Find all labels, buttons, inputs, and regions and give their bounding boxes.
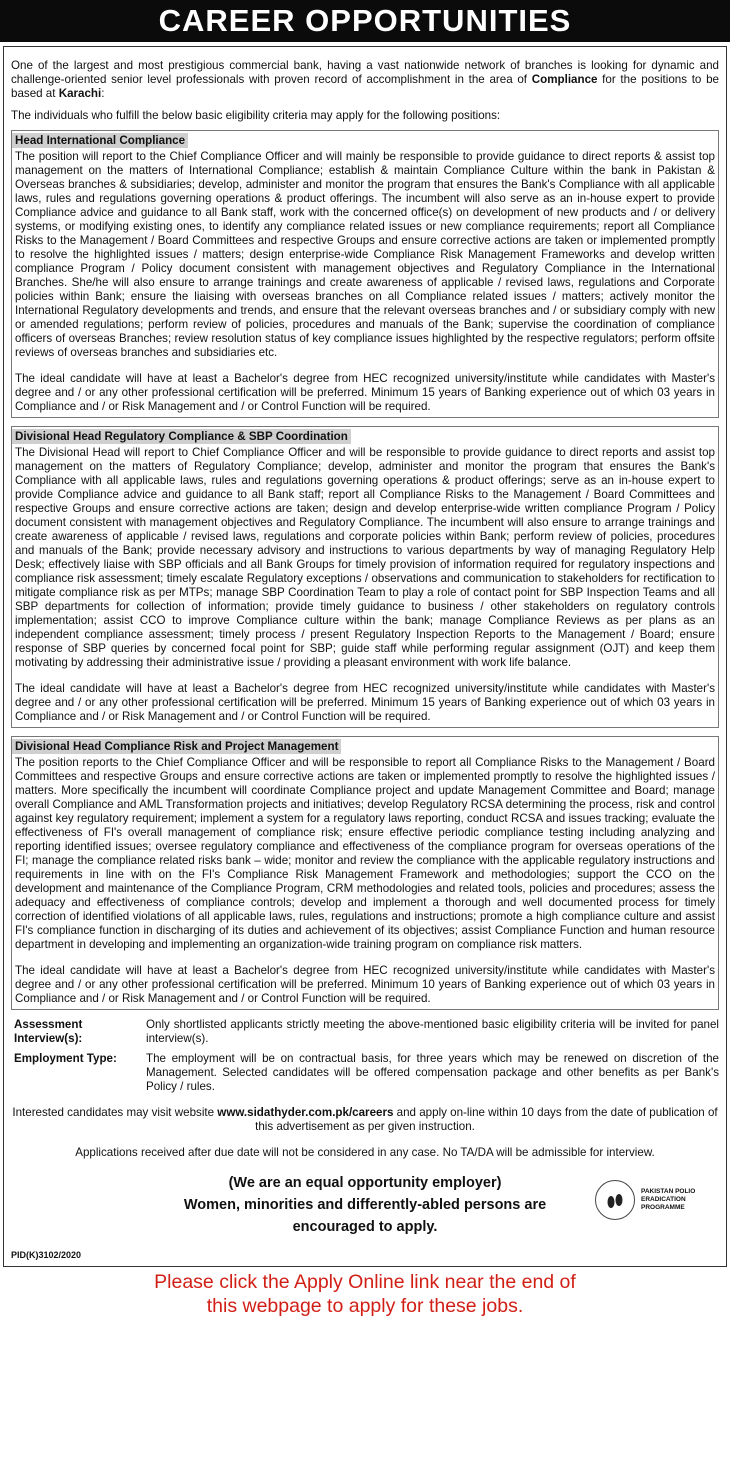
footprints-icon <box>602 1187 628 1213</box>
pid-number: PID(K)3102/2020 <box>11 1250 82 1260</box>
visit-text-2: and apply on-line within 10 days from the date of publication of this advertisement as per given instruction. <box>255 1106 718 1133</box>
position-requirements: The ideal candidate will have at least a Bachelor's degree from HEC recognized university/institute while candidates with Master's degree and / or any other professional certification will be preferred. Minimum 15 years of Banking experience out of which 03 years in Compliance and / or Risk Management and / or Control Function will be required. <box>15 372 715 413</box>
position-title: Divisional Head Regulatory Compliance & SBP Coordination <box>12 429 351 444</box>
late-applications-note: Applications received after due date will not be considered in any case. No TA/DA will be admissible for interview. <box>75 1146 655 1159</box>
intro-city: Karachi <box>58 87 102 100</box>
ad-frame <box>3 46 727 1267</box>
visit-paragraph <box>11 1106 719 1134</box>
apply-note-line-2: this webpage to apply for these jobs. <box>206 1295 524 1317</box>
polio-logo-text: PAKISTAN POLIO ERADICATION PROGRAMME <box>641 1188 696 1211</box>
apply-online-note <box>0 1270 730 1318</box>
visit-text: Interested candidates may visit website <box>12 1106 218 1119</box>
employment-text: The employment will be on contractual basis, for three years which may be renewed on discretion of the Management. Selected candidates will be offered compensation package and other benefits as per Bank's Policy / rules. <box>146 1052 719 1093</box>
equal-line-2: Women, minorities and differently-abled persons are <box>183 1197 547 1213</box>
position-description: The position reports to the Chief Compliance Officer and will be responsible to report all Compliance Risks to the Management / Board Committees and respective Groups and ensure corrective actions are taken or implemented promptly to resolve the highlighted issues / matters. More specifically the incumbent will coordinate Compliance project and update Management Committee and Board; manage overall Compliance and AML Transformation projects and initiatives; develop Regulatory RCSA determining the process, risk and control against key regulatory requirement; implement a system for a regulatory laws reporting, conduct RCSA and issues tracking; evaluate the effectiveness of FI's overall management of compliance risk; ensure effective periodic compliance testing including analyzing and reporting identified issues; oversee regulatory compliance and effectiveness of the compliance program for overseas operations of the FI; manage the compliance related risks bank – wide; monitor and review the compliance with the applicable regulatory instructions and requirements in line with on the FI's Compliance Risk Management Framework and methodologies; support the CCO on the development and maintenance of the Compliance Program, CRM methodologies and related tools, policies and procedures; assess the adequacy and effectiveness of compliance controls; develop and implement a thorough and well documented process for timely correction of identified violations of all applicable laws, rules, regulations and instructions; promote a high compliance culture and assist FI's compliance function in discharging of its duties and achievement of its objectives; assist Compliance Function and human resource department in developing and implementing an organization-wide training program on compliance risk matters. <box>15 756 715 951</box>
position-title: Head International Compliance <box>12 133 188 148</box>
position-box-1 <box>11 130 719 418</box>
position-requirements: The ideal candidate will have at least a Bachelor's degree from HEC recognized university/institute while candidates with Master's degree and / or any other professional certification will be preferred. Minimum 15 years of Banking experience out of which 03 years in Compliance and / or Risk Management and / or Control Function will be required. <box>15 682 715 723</box>
banner-title: CAREER OPPORTUNITIES <box>0 0 730 42</box>
position-title: Divisional Head Compliance Risk and Project Management <box>12 739 341 754</box>
position-requirements: The ideal candidate will have at least a Bachelor's degree from HEC recognized university/institute while candidates with Master's degree and / or any other professional certification will be preferred. Minimum 10 years of Banking experience out of which 03 years in Compliance and / or Risk Management and / or Control Function will be required. <box>15 964 715 1005</box>
position-box-3 <box>11 736 719 1010</box>
position-description: The position will report to the Chief Compliance Officer and will mainly be responsible to provide guidance to direct reports & assist top management on the matters of International Compliance; establish & maintain Compliance Culture within the bank in Pakistan & Overseas branches & subsidiaries; develop, administer and monitor the program that ensures the Bank's Compliance with all applicable laws, rules and regulations governing operations & product offerings. The incumbent will also serve as an in-house expert to provide Compliance advice and guidance to all Bank staff, work with the concerned office(s) on development of new products and / or delivery systems, or modifying existing ones, to identify any compliance related issues or new compliance requirements; report all Compliance Risks to the Management / Board Committees and respective Groups and ensure corrective actions are taken or implemented promptly to resolve the highlighted issues / matters; design enterprise-wide Compliance Risk Management Frameworks and develop written compliance Program / Policy document consistent with management objectives and Regulatory Compliance in the International Branches. She/he will also ensure to arrange trainings and create awareness of applicable / revised laws, regulations and Corporate policies within Bank; ensure the liaising with overseas branches on all Compliance related issues / matters; actively monitor the International Regulatory developments and trends, and ensure that the relevant overseas branches and / or subsidiary comply with new or amended regulations; perform review of policies, procedures and manuals of the Bank; supervise the coordination of compliance officers of overseas Branches; review resolution status of key compliance issues highlighted by the respective regulators; perform offsite reviews of overseas branches and subsidiaries etc. <box>15 150 715 359</box>
intro-text-2: for the positions to be based at <box>11 73 719 100</box>
equal-line-3: encouraged to apply. <box>292 1219 438 1235</box>
apply-note-line-1: Please click the Apply Online link near the end of <box>154 1271 576 1293</box>
polio-emblem-icon <box>595 1180 635 1220</box>
assessment-row <box>11 1018 719 1046</box>
employment-label: Employment Type: <box>14 1052 117 1065</box>
intro-area: Compliance <box>531 73 598 86</box>
polio-logos <box>595 1180 701 1220</box>
intro-eligibility: The individuals who fulfill the below basic eligibility criteria may apply for the following positions: <box>11 109 501 122</box>
equal-line-1: (We are an equal opportunity employer) <box>228 1175 502 1191</box>
careers-link[interactable]: www.sidathyder.com.pk/careers <box>217 1106 394 1119</box>
position-description: The Divisional Head will report to Chief Compliance Officer and will be responsible to provide guidance to direct reports and assist top management on the matters of Regulatory Compliance; develop, administer and monitor the program that ensures the Bank's Compliance with all applicable laws, rules and regulations governing operations & product offerings; serve as an in-house expert to provide Compliance advice and guidance to all Bank staff; report all Compliance Risks to the Management / Board Committees and respective Groups and ensure corrective actions are taken; design and develop enterprise-wide written compliance Program / Policy document consistent with management objectives and Regulatory Compliance. The incumbent will also ensure to arrange trainings and create awareness of applicable / revised laws, regulations and corporate policies within Bank; perform review of policies, procedures and manuals of the Bank; provide necessary advisory and instructions to various departments by way of managing Regulatory Help Desk; effectively liaise with SBP officials and all Bank Groups for timely provision of information required for regulatory inspections and compliance risk assessment; timely escalate Regulatory exceptions / observations and communication to stakeholders for rectification to mitigate compliance risk as per MTPs; manage SBP Coordination Team to play a role of contact point for SBP Inspection Teams and all SBP departments for collection of information; provide timely guidance to business / other stakeholders on regulatory controls implementation; assist CCO to improve Compliance culture within the bank; manage Compliance Reviews as per plans as an independent compliance assessment; timely process / present Regulatory Inspection Reports to the Management / Board; ensure response of SBP queries by concerned focal point for SBP; guide staff while performing regular assignment (OJT) and keep them motivating by addressing their administrative issue / providing a pleasant environment with work life balance. <box>15 446 715 669</box>
assessment-text: Only shortlisted applicants strictly meeting the above-mentioned basic eligibility criteria will be invited for panel interview(s). <box>146 1018 719 1045</box>
employment-row <box>11 1052 719 1094</box>
intro-paragraph <box>11 59 719 101</box>
intro-colon: : <box>101 87 105 100</box>
intro-text: One of the largest and most prestigious commercial bank, having a vast nationwide network of branches is looking for dynamic and challenge-oriented senior level professionals with proven record of accomplishment in the area of <box>11 59 719 86</box>
position-box-2 <box>11 426 719 728</box>
assessment-label: Assessment Interview(s): <box>14 1018 83 1045</box>
